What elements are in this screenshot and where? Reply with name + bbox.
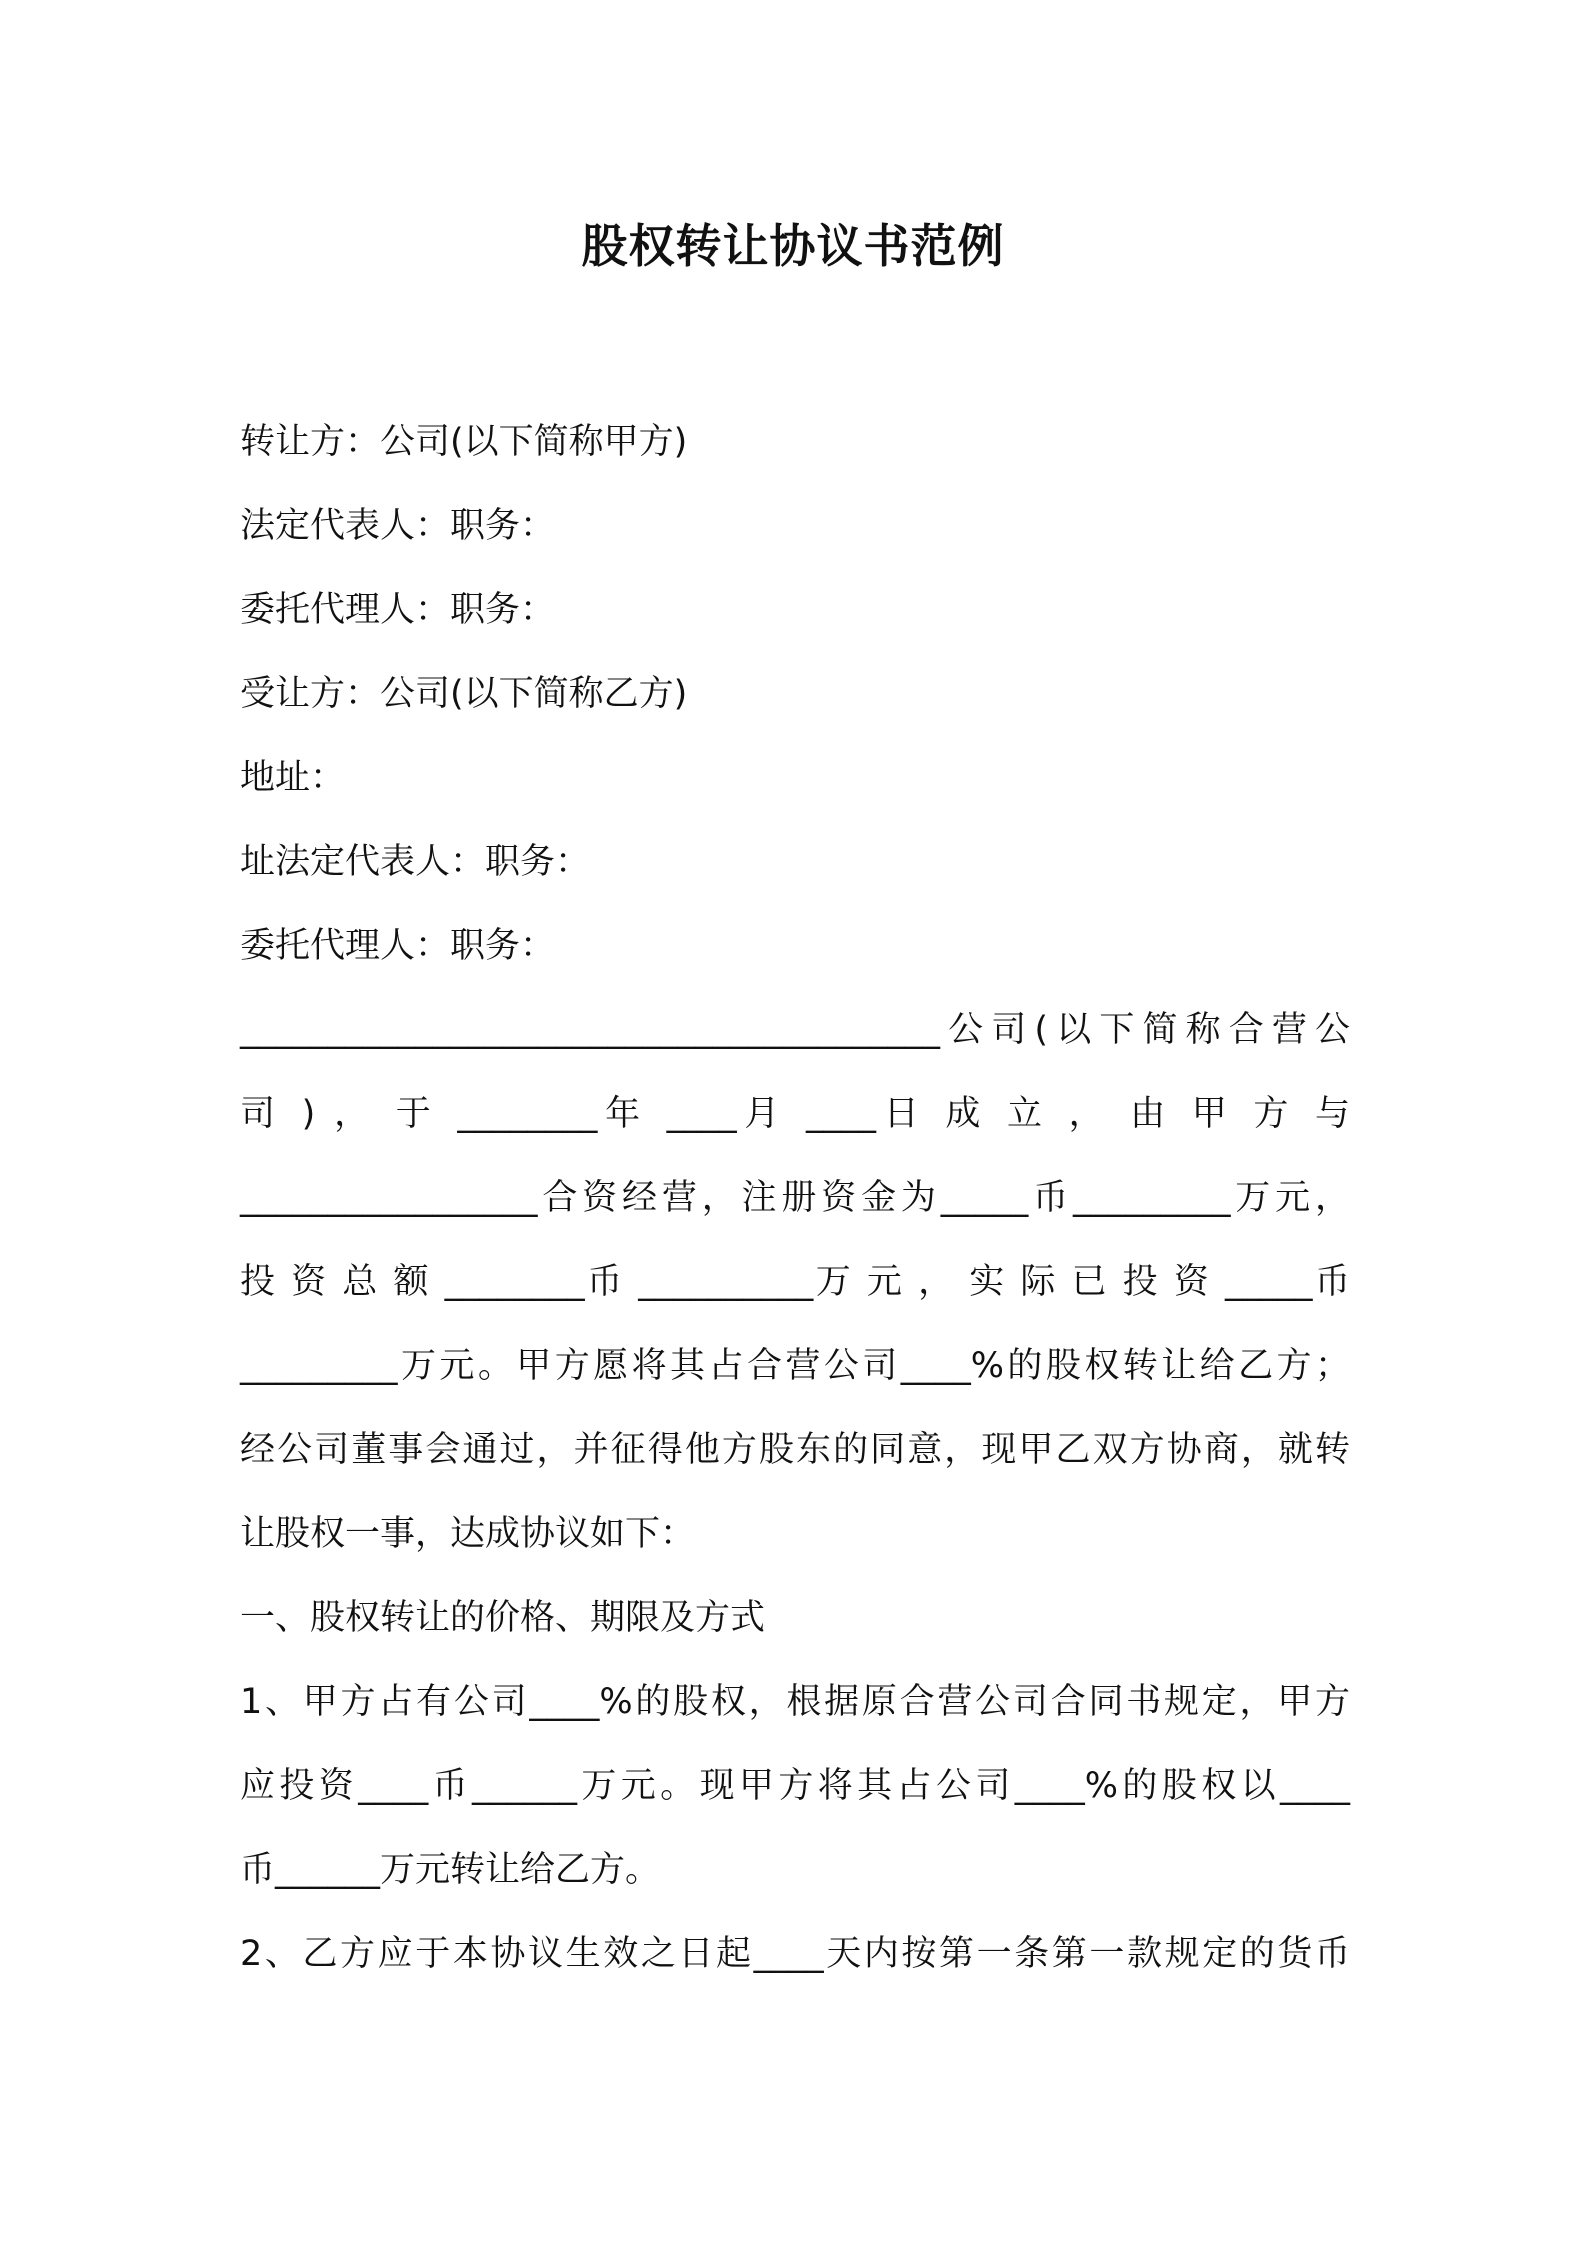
section-heading: 一、股权转让的价格、期限及方式	[240, 1598, 766, 1638]
paragraph-line: _________________合资经营，注册资金为_____币_________万元，	[240, 1178, 1350, 1218]
legal-rep-line: 法定代表人：职务：	[240, 506, 556, 546]
document-body	[240, 400, 1350, 1996]
agent-line: 委托代理人：职务：	[240, 590, 556, 630]
transferee-line: 受让方：公司(以下简称乙方)	[240, 674, 688, 714]
document-title: 股权转让协议书范例	[581, 219, 1005, 273]
paragraph-line: ________________________________________公司(以下简称合营公	[240, 1010, 1350, 1050]
paragraph-line: 让股权一事，达成协议如下：	[240, 1514, 696, 1554]
clause-line: 应投资____币______万元。现甲方将其占公司____%的股权以____	[240, 1766, 1350, 1806]
transferee-agent-line: 委托代理人：职务：	[240, 926, 556, 966]
transferor-line: 转让方：公司(以下简称甲方)	[240, 422, 688, 462]
clause-line: 币______万元转让给乙方。	[240, 1850, 661, 1890]
paragraph-line: 司 ) ， 于 ________年 ____月 ____日 成 立 ， 由 甲 方 与	[240, 1094, 1350, 1134]
address-line: 地址：	[240, 758, 346, 798]
paragraph-line: 经公司董事会通过，并征得他方股东的同意，现甲乙双方协商，就转	[240, 1430, 1350, 1470]
clause-line: 2、乙方应于本协议生效之日起____天内按第一条第一款规定的货币	[240, 1934, 1350, 1974]
paragraph-line: _________万元。甲方愿将其占合营公司____%的股权转让给乙方；	[240, 1346, 1350, 1386]
paragraph-line: 投 资 总 额 ________币 __________万 元 ， 实 际 已 投 资 _____币	[240, 1262, 1350, 1302]
clause-line: 1、甲方占有公司____%的股权，根据原合营公司合同书规定，甲方	[240, 1682, 1350, 1722]
transferee-legal-rep-line: 址法定代表人：职务：	[240, 842, 591, 882]
